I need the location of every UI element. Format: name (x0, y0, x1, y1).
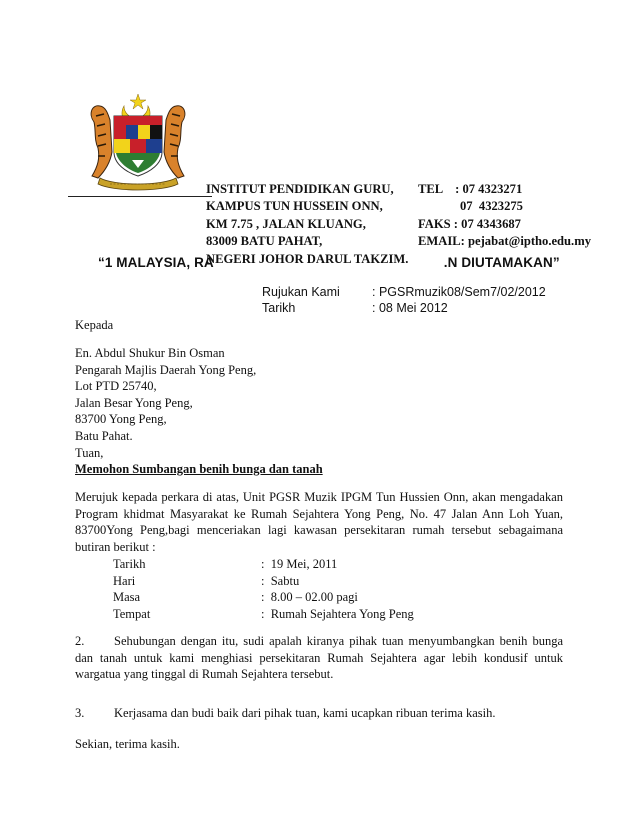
salutation: Tuan, (75, 446, 104, 460)
detail-label: Hari (113, 573, 136, 588)
address-line: 83009 BATU PAHAT, (206, 234, 323, 249)
paragraph-3 (75, 705, 563, 722)
paragraph-2 (75, 633, 563, 683)
detail-row (113, 589, 414, 606)
paragraph-number: 2. (75, 634, 85, 648)
motto-scroll-icon (98, 178, 178, 190)
motto-end: .N DIUTAMAKAN” (443, 255, 560, 270)
detail-value: : 19 Mei, 2011 (261, 557, 338, 571)
detail-value: : Sabtu (261, 573, 300, 588)
paragraph-number: 3. (75, 706, 85, 720)
letterhead-divider (68, 196, 212, 197)
contact-details (418, 181, 591, 251)
telephone-line: TEL : 07 4323271 (418, 182, 523, 196)
detail-row (113, 573, 414, 590)
subject-line: Memohon Sumbangan benih bunga dan tanah (75, 462, 323, 476)
address-line: KM 7.75 , JALAN KLUANG, (206, 216, 366, 231)
motto-start: “1 MALAYSIA, RA (98, 255, 214, 270)
address-line: KAMPUS TUN HUSSEIN ONN, (206, 199, 383, 214)
recipient-address (75, 345, 563, 445)
recipient-line: Batu Pahat. (75, 428, 133, 443)
address-line: NEGERI JOHOR DARUL TAKZIM. (206, 251, 409, 266)
fax-line: FAKS : 07 4343687 (418, 216, 521, 231)
detail-value: : Rumah Sejahtera Yong Peng (261, 606, 414, 621)
detail-row (113, 556, 414, 573)
shield-icon (114, 116, 162, 176)
reference-label: Rujukan Kami (262, 285, 340, 299)
detail-label: Tarikh (113, 557, 146, 571)
kepada-label: Kepada (75, 318, 114, 332)
left-tiger-icon (91, 106, 112, 178)
recipient-line: Lot PTD 25740, (75, 379, 157, 394)
coat-of-arms-crest (86, 92, 190, 192)
paragraph-text: Sehubungan dengan itu, sudi apalah kiranya pihak tuan menyumbangkan benih bunga dan tanah untuk kami menghiasi persekitaran Rumah Sejahtera agar lebih kondusif untuk wargatua yang tinggal di Rumah Sejahtera tersebut. (75, 634, 563, 682)
telephone-line-2: 07 4323275 (460, 199, 523, 214)
reference-block (262, 284, 546, 316)
closing-line: Sekian, terima kasih. (75, 737, 180, 751)
motto-line (98, 255, 560, 270)
recipient-line: Pengarah Majlis Daerah Yong Peng, (75, 362, 257, 377)
paragraph-text: Kerjasama dan budi baik dari pihak tuan, kami ucapkan ribuan terima kasih. (114, 706, 496, 720)
intro-paragraph: Merujuk kepada perkara di atas, Unit PGSR Muzik IPGM Tun Hussien Onn, akan mengadakan Program khidmat Masyarakat ke Rumah Sejahtera Yong Peng, No. 47 Jalan Ann Loh Yuan, 83700Yong Peng,bagi menceriakan lagi kawasan persekitaran rumah tersebut sebagaimana butiran berikut : (75, 490, 563, 554)
detail-row (113, 606, 414, 623)
detail-label: Tempat (113, 606, 151, 621)
email-line: EMAIL: pejabat@iptho.edu.my (418, 234, 591, 249)
recipient-line: Jalan Besar Yong Peng, (75, 395, 193, 410)
right-tiger-icon (164, 106, 185, 178)
reference-value: : PGSRmuzik08/Sem7/02/2012 (372, 285, 546, 299)
detail-value: : 8.00 – 02.00 pagi (261, 590, 358, 605)
detail-label: Masa (113, 590, 141, 605)
recipient-line: En. Abdul Shukur Bin Osman (75, 346, 225, 360)
date-label: Tarikh (262, 301, 296, 315)
address-line: INSTITUT PENDIDIKAN GURU, (206, 182, 394, 196)
event-details (113, 556, 414, 622)
recipient-line: 83700 Yong Peng, (75, 412, 167, 427)
date-value: : 08 Mei 2012 (372, 301, 448, 315)
